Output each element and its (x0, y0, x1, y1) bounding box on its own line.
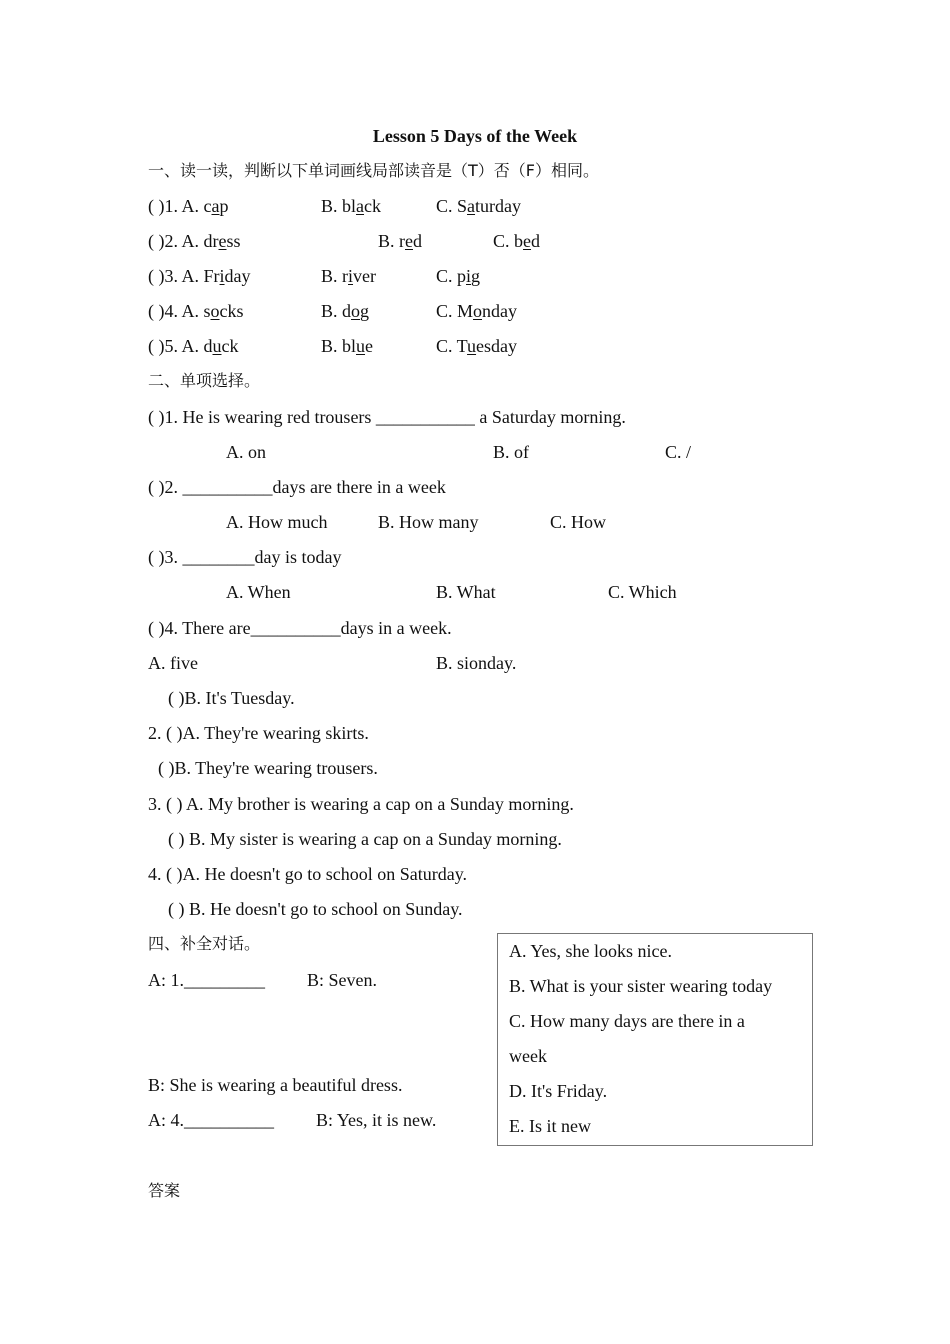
s4-dialog-line-1a: A: 1._________ (148, 970, 265, 990)
s2-q1-stem: ( )1. He is wearing red trousers ___________ a Saturday morning. (148, 407, 626, 427)
page-title: Lesson 5 Days of the Week (372, 126, 578, 146)
s2-q2-stem: ( )2. __________days are there in a week (148, 477, 446, 497)
s3-line-7: ( ) B. He doesn't go to school on Sunday. (168, 899, 463, 919)
s1-item-4-c: C. Monday (436, 301, 518, 321)
s4-option-d: D. It's Friday. (509, 1081, 608, 1101)
s1-item-5-b: B. blue (321, 336, 374, 356)
s4-dialog-line-1b: B: Seven. (307, 970, 377, 990)
s4-dialog-line-3b: B: Yes, it is new. (316, 1110, 437, 1130)
s4-dialog-line-3a: A: 4.__________ (148, 1110, 274, 1130)
section4-heading: 四、补全对话。 (148, 934, 261, 953)
s1-item-4-b: B. dog (321, 301, 370, 321)
s4-option-a: A. Yes, she looks nice. (509, 941, 673, 961)
s2-q4-option-b: B. sionday. (436, 653, 517, 673)
s2-q1-option-a: A. on (226, 442, 266, 462)
s2-q1-option-c: C. / (665, 442, 692, 462)
s1-item-4-a: ( )4. A. socks (148, 301, 244, 321)
s2-q4-option-a: A. five (148, 653, 198, 673)
s2-q3-option-b: B. What (436, 582, 496, 602)
s2-q1-option-b: B. of (493, 442, 529, 462)
s3-line-3: ( )B. They're wearing trousers. (158, 758, 378, 778)
s1-item-2-c: C. bed (493, 231, 541, 251)
s2-q3-option-c: C. Which (608, 582, 677, 602)
answer-heading: 答案 (148, 1181, 181, 1200)
s4-option-c: C. How many days are there in a (509, 1011, 745, 1031)
s1-item-2-a: ( )2. A. dress (148, 231, 241, 251)
s1-item-3-b: B. river (321, 266, 376, 286)
s4-option-c-cont: week (509, 1046, 547, 1066)
s1-item-5-a: ( )5. A. duck (148, 336, 239, 356)
s3-line-2: 2. ( )A. They're wearing skirts. (148, 723, 369, 743)
s1-item-1-a: ( )1. A. cap (148, 196, 229, 216)
s4-dialog-line-2: B: She is wearing a beautiful dress. (148, 1075, 403, 1095)
s3-line-1: ( )B. It's Tuesday. (168, 688, 295, 708)
section1-heading: 一、读一读，判断以下单词画线局部读音是（T）否（F）相同。 (148, 161, 599, 180)
s3-line-5: ( ) B. My sister is wearing a cap on a Sunday morning. (168, 829, 562, 849)
s1-item-1-c: C. Saturday (436, 196, 522, 216)
section2-heading: 二、单项选择。 (148, 371, 261, 390)
s4-option-b: B. What is your sister wearing today (509, 976, 773, 996)
s1-item-5-c: C. Tuesday (436, 336, 518, 356)
s2-q2-option-a: A. How much (226, 512, 328, 532)
s2-q3-stem: ( )3. ________day is today (148, 547, 342, 567)
s2-q2-option-b: B. How many (378, 512, 479, 532)
s1-item-2-b: B. red (378, 231, 422, 251)
s1-item-3-a: ( )3. A. Friday (148, 266, 251, 286)
s3-line-6: 4. ( )A. He doesn't go to school on Saturday. (148, 864, 468, 884)
s1-item-3-c: C. pig (436, 266, 481, 286)
s2-q4-stem: ( )4. There are__________days in a week. (148, 618, 452, 638)
s2-q2-option-c: C. How (550, 512, 607, 532)
options-box (497, 933, 813, 1146)
s3-line-4: 3. ( ) A. My brother is wearing a cap on a Sunday morning. (148, 794, 574, 814)
s1-item-1-b: B. black (321, 196, 382, 216)
s2-q3-option-a: A. When (226, 582, 291, 602)
s4-option-e: E. Is it new (509, 1116, 591, 1136)
